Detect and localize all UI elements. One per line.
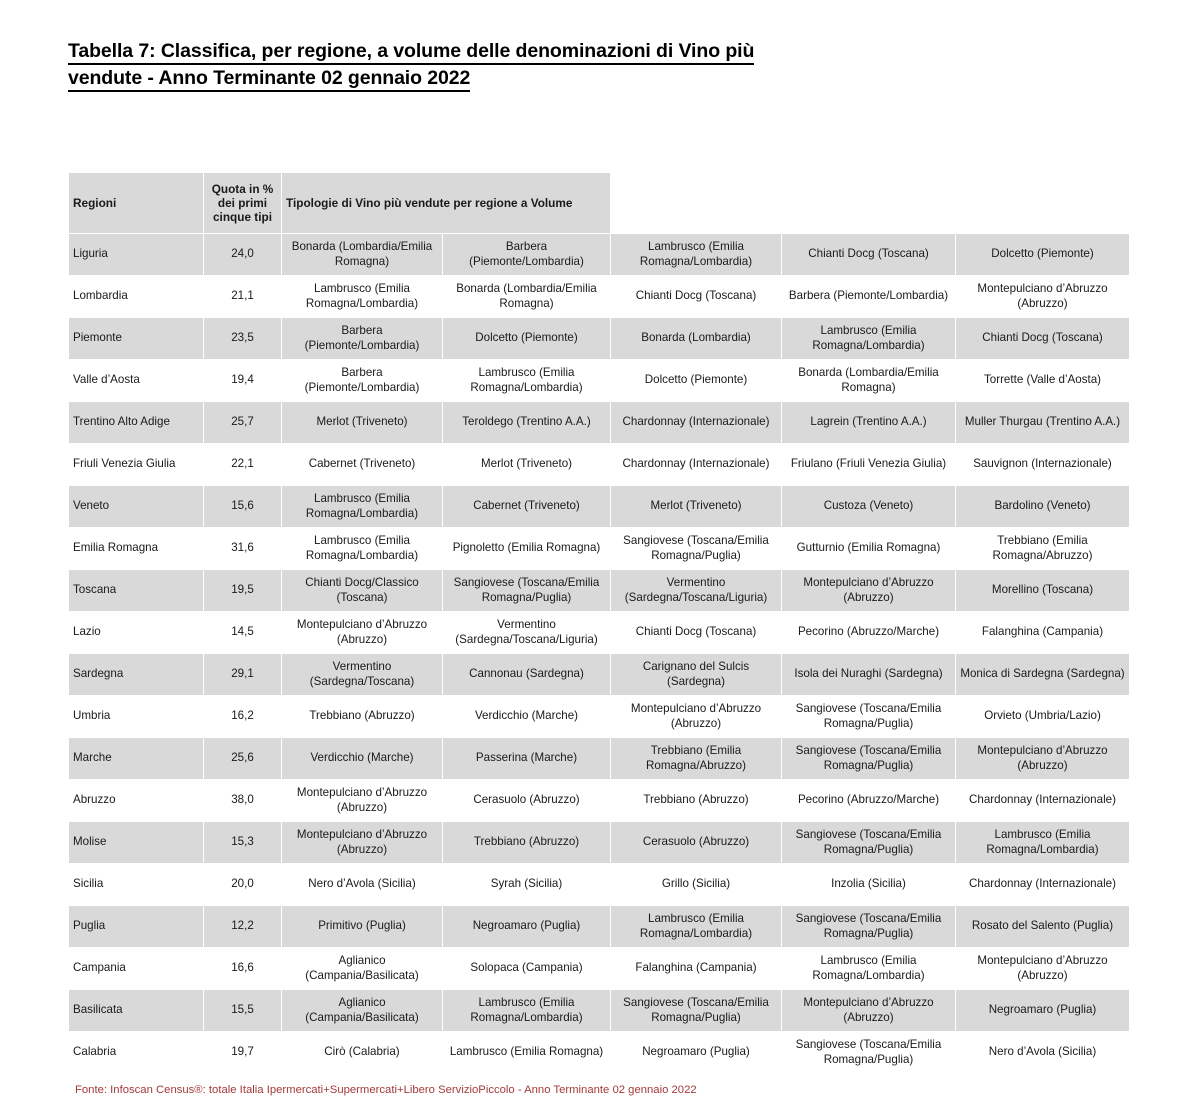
cell-wine-rank-4: Lambrusco (Emilia Romagna/Lombardia) — [782, 948, 955, 989]
cell-quota: 24,0 — [204, 234, 281, 275]
cell-quota: 25,6 — [204, 738, 281, 779]
cell-region: Piemonte — [69, 318, 203, 359]
table-row — [69, 444, 1129, 485]
cell-wine-rank-2: Cabernet (Triveneto) — [443, 486, 610, 527]
source-footnote: Fonte: Infoscan Census®: totale Italia Ipermercati+Supermercati+Libero ServizioPiccolo - Anno Terminante 02 gennaio 2022 — [69, 1074, 781, 1106]
column-header-regioni: Regioni — [69, 173, 203, 233]
cell-wine-rank-1: Primitivo (Puglia) — [282, 906, 442, 947]
cell-wine-rank-3: Trebbiano (Emilia Romagna/Abruzzo) — [611, 738, 781, 779]
cell-wine-rank-4: Pecorino (Abruzzo/Marche) — [782, 780, 955, 821]
cell-wine-rank-4: Sangiovese (Toscana/Emilia Romagna/Puglia) — [782, 738, 955, 779]
cell-wine-rank-3: Dolcetto (Piemonte) — [611, 360, 781, 401]
cell-quota: 22,1 — [204, 444, 281, 485]
cell-wine-rank-2: Trebbiano (Abruzzo) — [443, 822, 610, 863]
cell-wine-rank-4: Friulano (Friuli Venezia Giulia) — [782, 444, 955, 485]
cell-wine-rank-1: Lambrusco (Emilia Romagna/Lombardia) — [282, 486, 442, 527]
page-title-line-1 — [68, 38, 1028, 65]
cell-wine-rank-1: Lambrusco (Emilia Romagna/Lombardia) — [282, 528, 442, 569]
table-row — [69, 906, 1129, 947]
cell-wine-rank-1: Barbera (Piemonte/Lombardia) — [282, 318, 442, 359]
cell-quota: 25,7 — [204, 402, 281, 443]
cell-wine-rank-5: Dolcetto (Piemonte) — [956, 234, 1129, 275]
cell-wine-rank-4: Montepulciano d’Abruzzo (Abruzzo) — [782, 990, 955, 1031]
cell-quota: 19,7 — [204, 1032, 281, 1073]
cell-region: Toscana — [69, 570, 203, 611]
cell-wine-rank-3: Chardonnay (Internazionale) — [611, 444, 781, 485]
cell-wine-rank-2: Syrah (Sicilia) — [443, 864, 610, 905]
table-row — [69, 1032, 1129, 1073]
table-row — [69, 318, 1129, 359]
cell-quota: 19,4 — [204, 360, 281, 401]
footnote-blank-2 — [956, 1074, 1129, 1106]
cell-wine-rank-2: Pignoletto (Emilia Romagna) — [443, 528, 610, 569]
cell-quota: 15,3 — [204, 822, 281, 863]
cell-region: Campania — [69, 948, 203, 989]
cell-wine-rank-2: Sangiovese (Toscana/Emilia Romagna/Puglia) — [443, 570, 610, 611]
cell-wine-rank-1: Verdicchio (Marche) — [282, 738, 442, 779]
cell-wine-rank-2: Bonarda (Lombardia/Emilia Romagna) — [443, 276, 610, 317]
cell-wine-rank-3: Chardonnay (Internazionale) — [611, 402, 781, 443]
cell-region: Veneto — [69, 486, 203, 527]
cell-region: Valle d’Aosta — [69, 360, 203, 401]
cell-quota: 38,0 — [204, 780, 281, 821]
cell-wine-rank-5: Torrette (Valle d’Aosta) — [956, 360, 1129, 401]
cell-wine-rank-3: Chianti Docg (Toscana) — [611, 276, 781, 317]
cell-wine-rank-5: Chardonnay (Internazionale) — [956, 864, 1129, 905]
cell-wine-rank-5: Trebbiano (Emilia Romagna/Abruzzo) — [956, 528, 1129, 569]
cell-region: Emilia Romagna — [69, 528, 203, 569]
cell-region: Basilicata — [69, 990, 203, 1031]
cell-region: Calabria — [69, 1032, 203, 1073]
column-header-blank-1 — [611, 173, 781, 233]
cell-quota: 15,6 — [204, 486, 281, 527]
cell-region: Sardegna — [69, 654, 203, 695]
table-header-row — [69, 173, 1129, 233]
cell-wine-rank-1: Aglianico (Campania/Basilicata) — [282, 948, 442, 989]
cell-wine-rank-3: Chianti Docg (Toscana) — [611, 612, 781, 653]
cell-region: Friuli Venezia Giulia — [69, 444, 203, 485]
table-row — [69, 780, 1129, 821]
cell-wine-rank-5: Monica di Sardegna (Sardegna) — [956, 654, 1129, 695]
cell-region: Molise — [69, 822, 203, 863]
table-row — [69, 528, 1129, 569]
cell-wine-rank-3: Bonarda (Lombardia) — [611, 318, 781, 359]
cell-wine-rank-3: Lambrusco (Emilia Romagna/Lombardia) — [611, 906, 781, 947]
table-footnote-row — [69, 1074, 1129, 1106]
cell-wine-rank-4: Bonarda (Lombardia/Emilia Romagna) — [782, 360, 955, 401]
cell-wine-rank-4: Sangiovese (Toscana/Emilia Romagna/Puglia) — [782, 1032, 955, 1073]
cell-wine-rank-4: Gutturnio (Emilia Romagna) — [782, 528, 955, 569]
cell-wine-rank-4: Sangiovese (Toscana/Emilia Romagna/Puglia) — [782, 696, 955, 737]
cell-wine-rank-1: Barbera (Piemonte/Lombardia) — [282, 360, 442, 401]
cell-wine-rank-2: Solopaca (Campania) — [443, 948, 610, 989]
cell-wine-rank-2: Passerina (Marche) — [443, 738, 610, 779]
cell-wine-rank-4: Montepulciano d’Abruzzo (Abruzzo) — [782, 570, 955, 611]
table-row — [69, 570, 1129, 611]
cell-quota: 31,6 — [204, 528, 281, 569]
cell-wine-rank-4: Custoza (Veneto) — [782, 486, 955, 527]
cell-wine-rank-4: Lambrusco (Emilia Romagna/Lombardia) — [782, 318, 955, 359]
cell-wine-rank-4: Isola dei Nuraghi (Sardegna) — [782, 654, 955, 695]
table-row — [69, 234, 1129, 275]
cell-quota: 29,1 — [204, 654, 281, 695]
cell-region: Sicilia — [69, 864, 203, 905]
table-row — [69, 822, 1129, 863]
cell-quota: 12,2 — [204, 906, 281, 947]
cell-wine-rank-1: Montepulciano d’Abruzzo (Abruzzo) — [282, 822, 442, 863]
cell-wine-rank-3: Grillo (Sicilia) — [611, 864, 781, 905]
cell-wine-rank-2: Verdicchio (Marche) — [443, 696, 610, 737]
table-row — [69, 738, 1129, 779]
cell-quota: 14,5 — [204, 612, 281, 653]
table-row — [69, 948, 1129, 989]
cell-wine-rank-5: Rosato del Salento (Puglia) — [956, 906, 1129, 947]
cell-wine-rank-4: Sangiovese (Toscana/Emilia Romagna/Puglia) — [782, 822, 955, 863]
cell-wine-rank-2: Dolcetto (Piemonte) — [443, 318, 610, 359]
cell-wine-rank-2: Vermentino (Sardegna/Toscana/Liguria) — [443, 612, 610, 653]
cell-wine-rank-1: Cirò (Calabria) — [282, 1032, 442, 1073]
cell-region: Marche — [69, 738, 203, 779]
page-title — [68, 38, 1028, 92]
cell-region: Lazio — [69, 612, 203, 653]
cell-wine-rank-3: Merlot (Triveneto) — [611, 486, 781, 527]
page-title-line-2-text: vendute - Anno Terminante 02 gennaio 2022 — [68, 67, 470, 92]
cell-wine-rank-5: Morellino (Toscana) — [956, 570, 1129, 611]
cell-wine-rank-4: Inzolia (Sicilia) — [782, 864, 955, 905]
cell-quota: 20,0 — [204, 864, 281, 905]
cell-wine-rank-2: Cannonau (Sardegna) — [443, 654, 610, 695]
cell-quota: 19,5 — [204, 570, 281, 611]
cell-wine-rank-5: Falanghina (Campania) — [956, 612, 1129, 653]
cell-quota: 21,1 — [204, 276, 281, 317]
cell-wine-rank-5: Bardolino (Veneto) — [956, 486, 1129, 527]
cell-quota: 23,5 — [204, 318, 281, 359]
column-header-blank-2 — [782, 173, 1129, 233]
cell-wine-rank-1: Montepulciano d’Abruzzo (Abruzzo) — [282, 612, 442, 653]
cell-wine-rank-5: Montepulciano d’Abruzzo (Abruzzo) — [956, 276, 1129, 317]
column-header-quota: Quota in % dei primi cinque tipi — [204, 173, 281, 233]
cell-wine-rank-1: Lambrusco (Emilia Romagna/Lombardia) — [282, 276, 442, 317]
cell-wine-rank-2: Barbera (Piemonte/Lombardia) — [443, 234, 610, 275]
wine-table-container — [68, 172, 1126, 1107]
cell-wine-rank-1: Nero d’Avola (Sicilia) — [282, 864, 442, 905]
cell-wine-rank-1: Cabernet (Triveneto) — [282, 444, 442, 485]
cell-wine-rank-3: Carignano del Sulcis (Sardegna) — [611, 654, 781, 695]
cell-wine-rank-2: Teroldego (Trentino A.A.) — [443, 402, 610, 443]
table-row — [69, 612, 1129, 653]
cell-wine-rank-5: Lambrusco (Emilia Romagna/Lombardia) — [956, 822, 1129, 863]
cell-wine-rank-5: Orvieto (Umbria/Lazio) — [956, 696, 1129, 737]
cell-quota: 15,5 — [204, 990, 281, 1031]
cell-wine-rank-1: Aglianico (Campania/Basilicata) — [282, 990, 442, 1031]
cell-wine-rank-1: Merlot (Triveneto) — [282, 402, 442, 443]
cell-region: Abruzzo — [69, 780, 203, 821]
page-title-line-2 — [68, 65, 1028, 92]
page-title-line-1-text: Tabella 7: Classifica, per regione, a volume delle denominazioni di Vino più — [68, 40, 754, 65]
cell-wine-rank-5: Nero d’Avola (Sicilia) — [956, 1032, 1129, 1073]
cell-wine-rank-3: Montepulciano d’Abruzzo (Abruzzo) — [611, 696, 781, 737]
cell-wine-rank-5: Muller Thurgau (Trentino A.A.) — [956, 402, 1129, 443]
cell-wine-rank-2: Lambrusco (Emilia Romagna) — [443, 1032, 610, 1073]
cell-wine-rank-1: Trebbiano (Abruzzo) — [282, 696, 442, 737]
cell-wine-rank-3: Vermentino (Sardegna/Toscana/Liguria) — [611, 570, 781, 611]
footnote-blank-1 — [782, 1074, 955, 1106]
cell-wine-rank-5: Montepulciano d’Abruzzo (Abruzzo) — [956, 738, 1129, 779]
cell-wine-rank-4: Chianti Docg (Toscana) — [782, 234, 955, 275]
table-row — [69, 402, 1129, 443]
cell-wine-rank-3: Trebbiano (Abruzzo) — [611, 780, 781, 821]
cell-wine-rank-4: Barbera (Piemonte/Lombardia) — [782, 276, 955, 317]
cell-wine-rank-3: Sangiovese (Toscana/Emilia Romagna/Puglia) — [611, 990, 781, 1031]
cell-wine-rank-4: Pecorino (Abruzzo/Marche) — [782, 612, 955, 653]
column-header-tipologie: Tipologie di Vino più vendute per regione a Volume — [282, 173, 610, 233]
cell-wine-rank-3: Cerasuolo (Abruzzo) — [611, 822, 781, 863]
cell-wine-rank-1: Bonarda (Lombardia/Emilia Romagna) — [282, 234, 442, 275]
cell-wine-rank-5: Chardonnay (Internazionale) — [956, 780, 1129, 821]
cell-wine-rank-2: Lambrusco (Emilia Romagna/Lombardia) — [443, 990, 610, 1031]
cell-region: Trentino Alto Adige — [69, 402, 203, 443]
cell-wine-rank-2: Cerasuolo (Abruzzo) — [443, 780, 610, 821]
table-row — [69, 696, 1129, 737]
cell-wine-rank-1: Montepulciano d’Abruzzo (Abruzzo) — [282, 780, 442, 821]
cell-wine-rank-4: Lagrein (Trentino A.A.) — [782, 402, 955, 443]
cell-region: Umbria — [69, 696, 203, 737]
wine-table — [68, 172, 1130, 1107]
cell-wine-rank-2: Merlot (Triveneto) — [443, 444, 610, 485]
cell-wine-rank-5: Chianti Docg (Toscana) — [956, 318, 1129, 359]
cell-wine-rank-5: Sauvignon (Internazionale) — [956, 444, 1129, 485]
cell-wine-rank-3: Negroamaro (Puglia) — [611, 1032, 781, 1073]
table-row — [69, 486, 1129, 527]
cell-wine-rank-5: Montepulciano d’Abruzzo (Abruzzo) — [956, 948, 1129, 989]
table-row — [69, 276, 1129, 317]
cell-region: Lombardia — [69, 276, 203, 317]
cell-quota: 16,2 — [204, 696, 281, 737]
cell-wine-rank-4: Sangiovese (Toscana/Emilia Romagna/Puglia) — [782, 906, 955, 947]
cell-wine-rank-3: Lambrusco (Emilia Romagna/Lombardia) — [611, 234, 781, 275]
table-row — [69, 654, 1129, 695]
cell-wine-rank-5: Negroamaro (Puglia) — [956, 990, 1129, 1031]
cell-wine-rank-2: Negroamaro (Puglia) — [443, 906, 610, 947]
table-row — [69, 360, 1129, 401]
cell-region: Puglia — [69, 906, 203, 947]
cell-wine-rank-1: Chianti Docg/Classico (Toscana) — [282, 570, 442, 611]
cell-wine-rank-3: Sangiovese (Toscana/Emilia Romagna/Puglia) — [611, 528, 781, 569]
cell-wine-rank-3: Falanghina (Campania) — [611, 948, 781, 989]
cell-wine-rank-2: Lambrusco (Emilia Romagna/Lombardia) — [443, 360, 610, 401]
cell-wine-rank-1: Vermentino (Sardegna/Toscana) — [282, 654, 442, 695]
table-row — [69, 864, 1129, 905]
cell-quota: 16,6 — [204, 948, 281, 989]
cell-region: Liguria — [69, 234, 203, 275]
